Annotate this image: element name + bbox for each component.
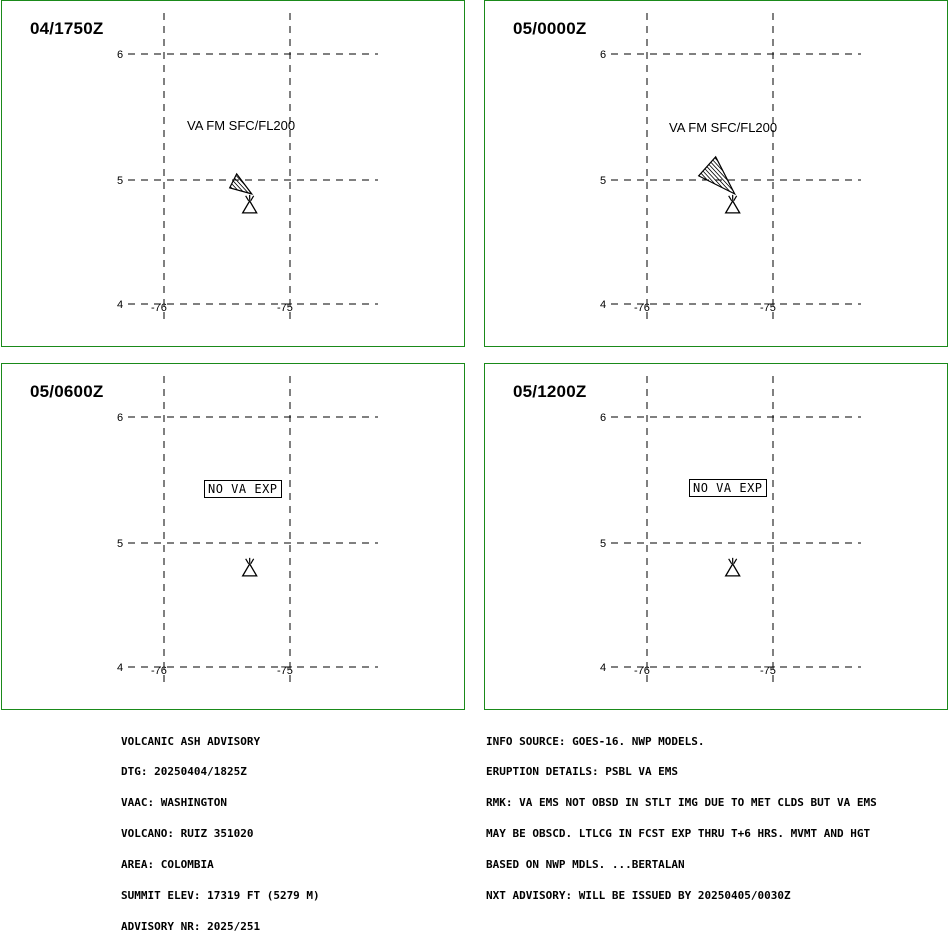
ash-label: VA FM SFC/FL200 [669,120,778,135]
footer-line: MAY BE OBSCD. LTLCG IN FCST EXP THRU T+6 HRS. MVMT AND HGT [486,827,871,841]
lat-tick-label: 5 [600,538,607,550]
lon-tick-label: -76 [634,665,650,677]
lon-tick-label: -76 [634,302,650,314]
ash-label: NO VA EXP [204,480,282,498]
panel-time: 05/0000Z [513,19,587,38]
footer-line: DTG: 20250404/1825Z [121,765,247,779]
panel-map [2,364,465,710]
footer-line: BASED ON NWP MDLS. ...BERTALAN [486,858,685,872]
forecast-panel-2 [484,0,948,347]
volcano-icon [243,558,257,576]
volcano-icon [726,558,740,576]
footer-line: INFO SOURCE: GOES-16. NWP MODELS. [486,734,705,748]
ash-cloud-polygon [613,134,789,199]
forecast-panel-4 [484,363,948,710]
lat-tick-label: 6 [600,49,607,61]
panel-map [485,364,948,710]
panel-time: 05/0600Z [30,382,104,401]
ash-label: VA FM SFC/FL200 [187,118,296,133]
forecast-panel-3 [1,363,465,710]
panel-map [2,1,465,347]
lat-tick-label: 5 [117,175,124,187]
footer-line: NXT ADVISORY: WILL BE ISSUED BY 20250405/0030Z [486,889,791,903]
lat-tick-label: 5 [117,538,124,550]
lon-tick-label: -75 [760,665,776,677]
lat-tick-label: 6 [117,49,124,61]
footer-line: VOLCANIC ASH ADVISORY [121,734,261,748]
lon-tick-label: -75 [277,665,293,677]
lat-tick-label: 4 [117,299,124,311]
volcano-icon [726,195,740,213]
ash-cloud-polygon [130,134,306,199]
footer-line: RMK: VA EMS NOT OBSD IN STLT IMG DUE TO MET CLDS BUT VA EMS [486,796,877,810]
footer-line: AREA: COLOMBIA [121,858,214,872]
panel-map [485,1,948,347]
footer-line: SUMMIT ELEV: 17319 FT (5279 M) [121,889,320,903]
lon-tick-label: -75 [760,302,776,314]
footer-line: VOLCANO: RUIZ 351020 [121,827,254,841]
volcano-icon [243,195,257,213]
lat-tick-label: 4 [600,662,607,674]
lat-tick-label: 6 [117,412,124,424]
ash-label: NO VA EXP [689,479,767,497]
panel-time: 05/1200Z [513,382,587,401]
footer-line: ERUPTION DETAILS: PSBL VA EMS [486,765,679,779]
lon-tick-label: -76 [151,665,167,677]
lat-tick-label: 5 [600,175,607,187]
footer-line: VAAC: WASHINGTON [121,796,227,810]
footer-line: ADVISORY NR: 2025/251 [121,919,261,933]
lat-tick-label: 4 [600,299,607,311]
forecast-panel-1 [1,0,465,347]
advisory-info-left [121,716,320,943]
panel-time: 04/1750Z [30,19,104,38]
advisory-info-right [486,716,877,912]
lat-tick-label: 4 [117,662,124,674]
lon-tick-label: -75 [277,302,293,314]
lat-tick-label: 6 [600,412,607,424]
lon-tick-label: -76 [151,302,167,314]
